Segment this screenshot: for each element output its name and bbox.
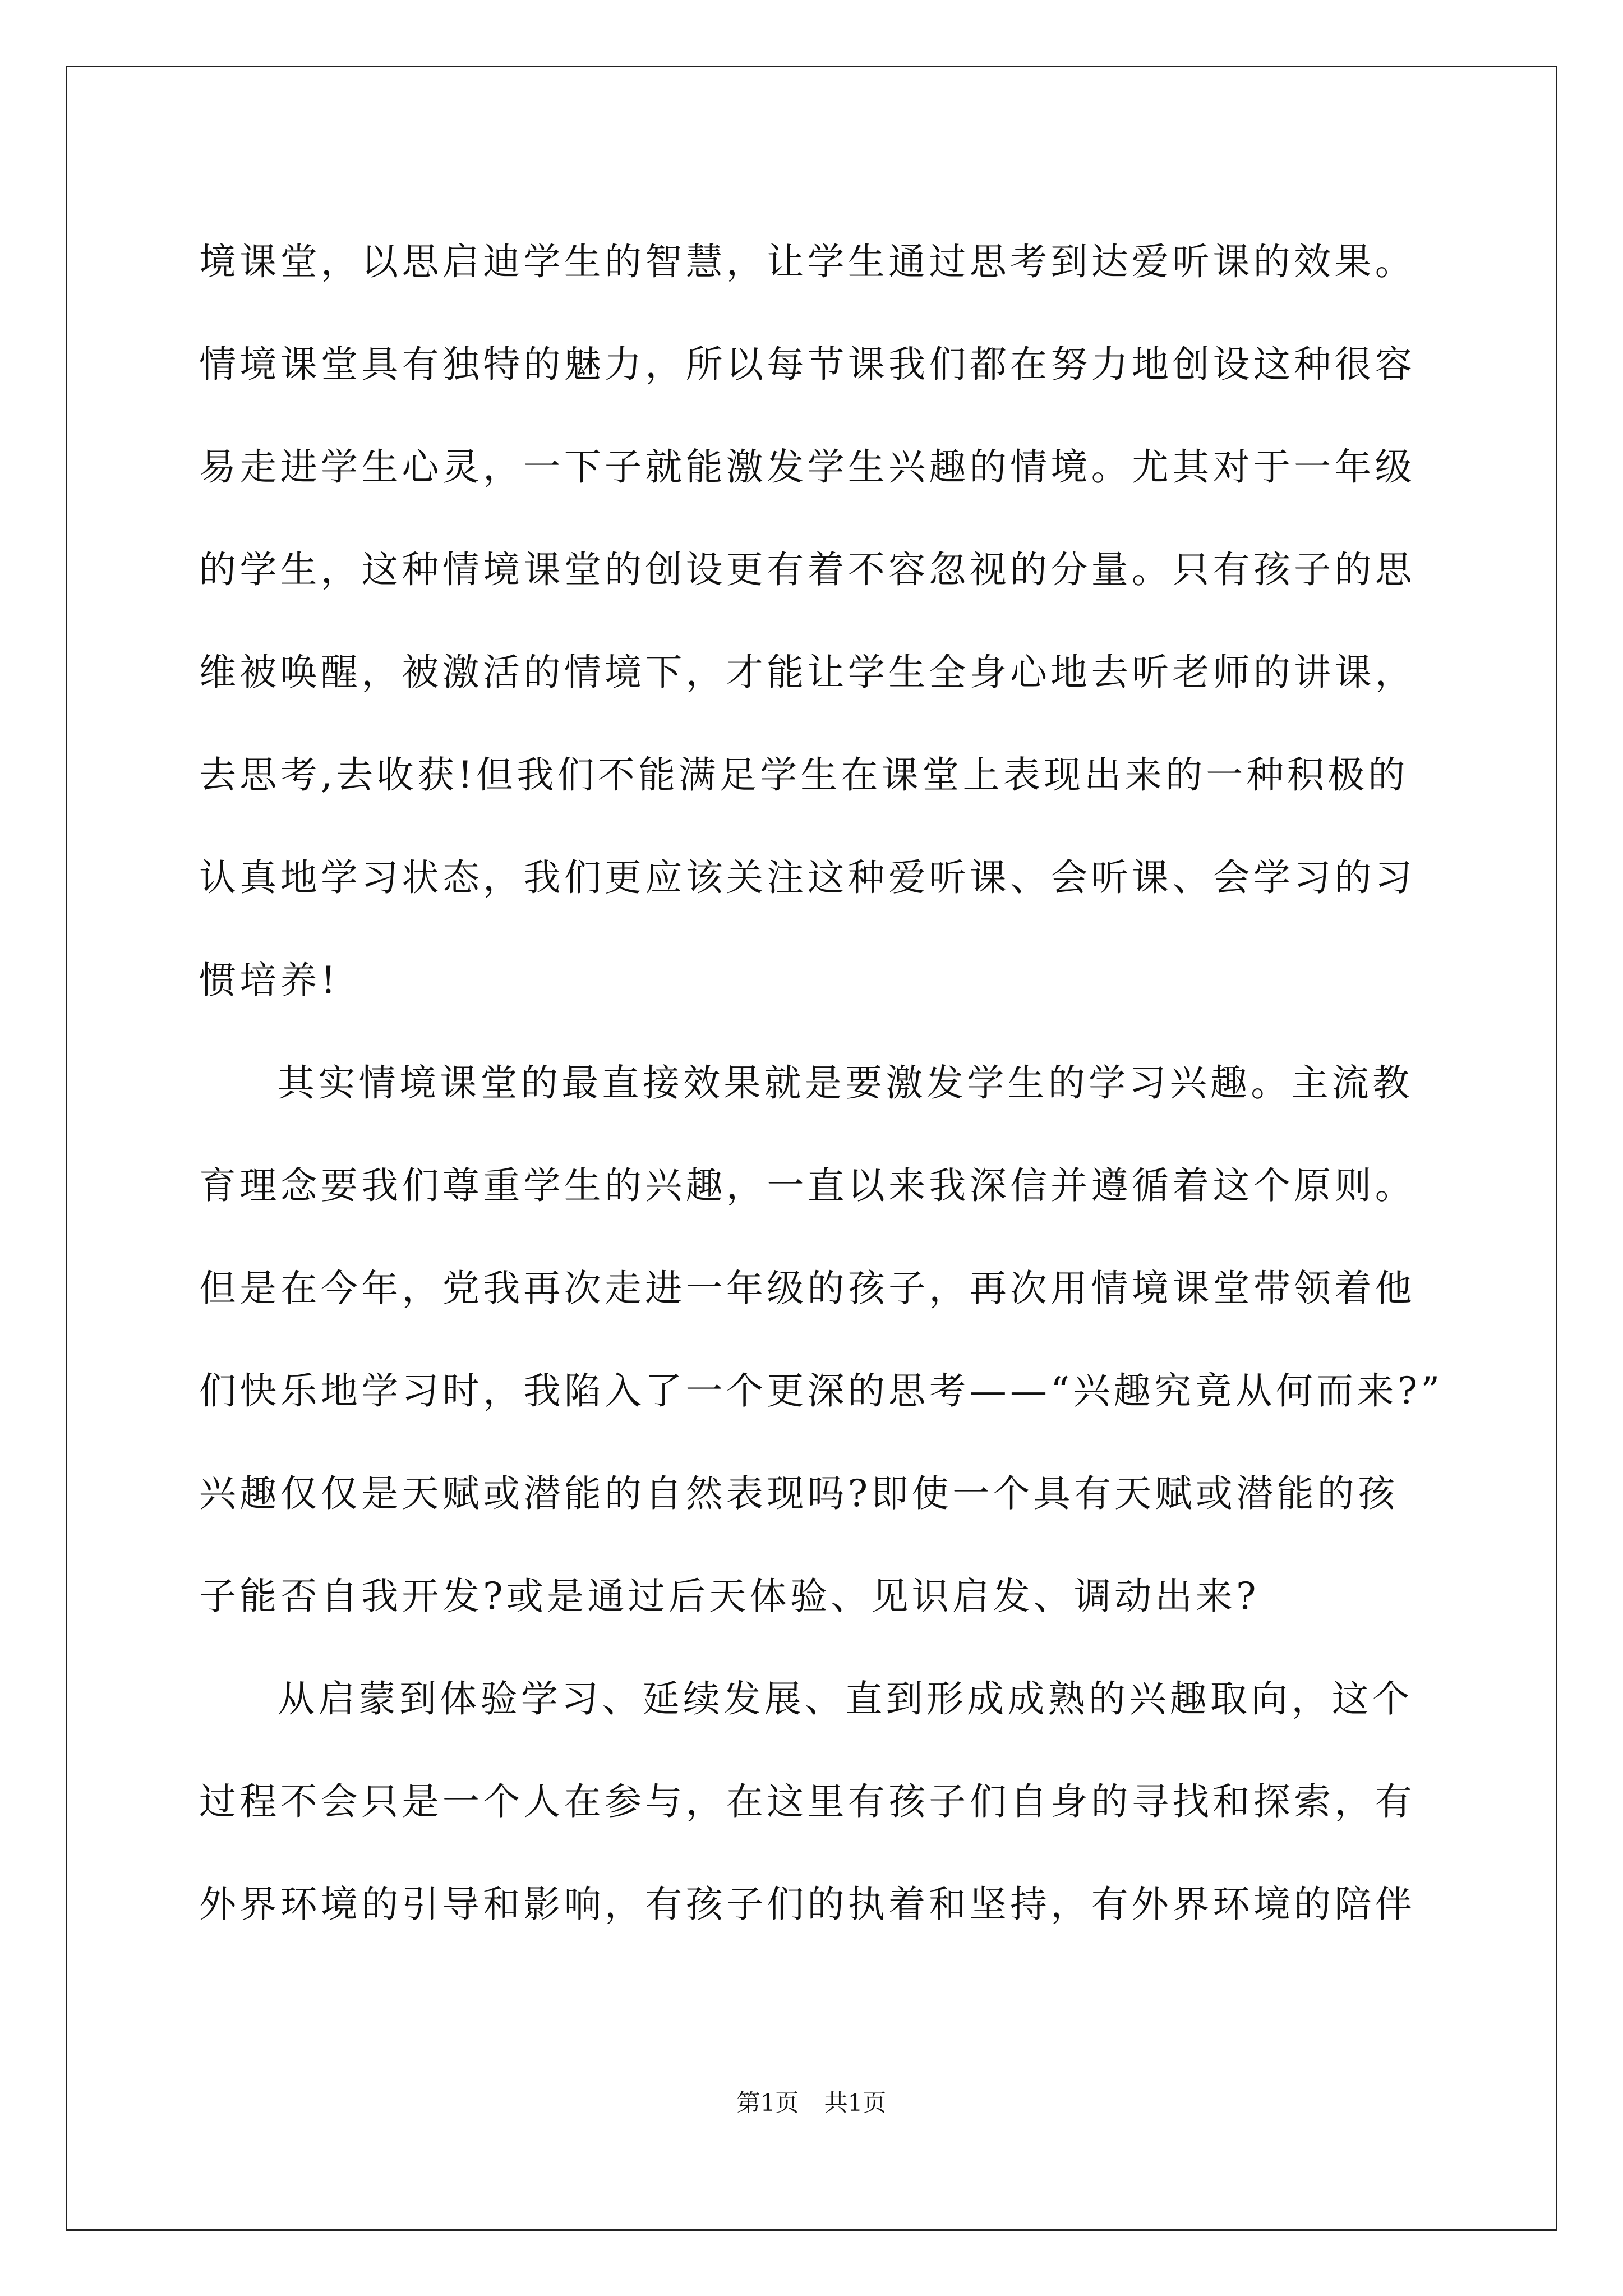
text-line: 的学生，这种情境课堂的创设更有着不容忽视的分量。只有孩子的思 [199,548,1415,591]
text-line: 情境课堂具有独特的魅力，所以每节课我们都在努力地创设这种很容 [199,343,1415,386]
paragraph-first-line: 从启蒙到体验学习、延续发展、直到形成成熟的兴趣取向，这个 [278,1677,1413,1720]
paragraph-first-line: 其实情境课堂的最直接效果就是要激发学生的学习兴趣。主流教 [278,1061,1413,1105]
text-line: 维被唤醒，被激活的情境下，才能让学生全身心地去听老师的讲课， [199,651,1415,694]
text-line: 惯培养! [199,959,339,1002]
text-line: 兴趣仅仅是天赋或潜能的自然表现吗?即使一个具有天赋或潜能的孩 [199,1472,1399,1515]
text-line: 但是在今年，党我再次走进一年级的孩子，再次用情境课堂带领着他 [199,1267,1415,1310]
text-line: 境课堂，以思启迪学生的智慧，让学生通过思考到达爱听课的效果。 [199,240,1415,283]
page-footer [0,2085,1623,2118]
page-total: 共1页 [824,2089,887,2116]
text-line: 子能否自我开发?或是通过后天体验、见识启发、调动出来? [199,1575,1260,1618]
text-line: 易走进学生心灵，一下子就能激发学生兴趣的情境。尤其对于一年级 [199,445,1415,489]
text-line: 过程不会只是一个人在参与，在这里有孩子们自身的寻找和探索，有 [199,1780,1415,1823]
text-line: 育理念要我们尊重学生的兴趣，一直以来我深信并遵循着这个原则。 [199,1164,1415,1207]
text-line: 去思考,去收获!但我们不能满足学生在课堂上表现出来的一种积极的 [199,753,1409,797]
page-number: 第1页 [736,2089,799,2116]
text-line: 们快乐地学习时，我陷入了一个更深的思考——“兴趣究竟从何而来?” [199,1369,1444,1412]
text-line: 外界环境的引导和影响，有孩子们的执着和坚持，有外界环境的陪伴 [199,1883,1415,1926]
document-body [199,210,1444,1955]
text-line: 认真地学习状态，我们更应该关注这种爱听课、会听课、会学习的习 [199,856,1415,899]
